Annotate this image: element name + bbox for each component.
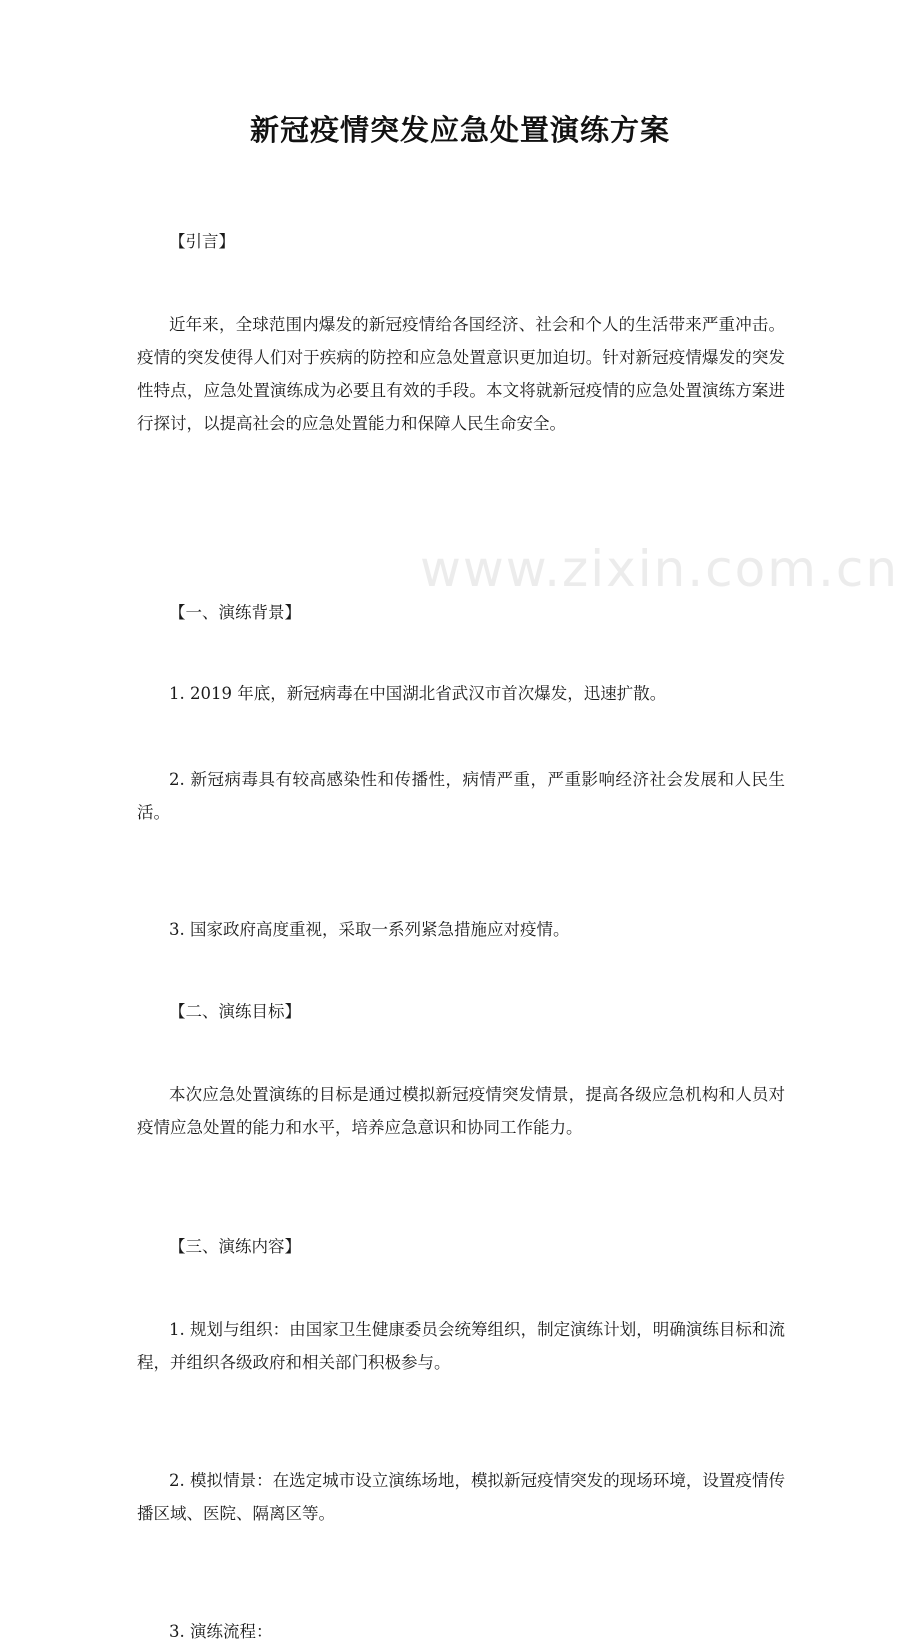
watermark: www.zixin.com.cn: [420, 540, 900, 598]
list-item-background-1: 1. 2019 年底，新冠病毒在中国湖北省武汉市首次爆发，迅速扩散。: [169, 684, 667, 703]
section-heading-background: 【一、演练背景】: [169, 603, 301, 622]
list-item-content-1: 1. 规划与组织：由国家卫生健康委员会统筹组织，制定演练计划，明确演练目标和流程，并组织各级政府和相关部门积极参与。: [137, 1320, 785, 1372]
section-heading-content: 【三、演练内容】: [169, 1237, 301, 1256]
paragraph-intro: 近年来，全球范围内爆发的新冠疫情给各国经济、社会和个人的生活带来严重冲击。疫情的突发使得人们对于疾病的防控和应急处置意识更加迫切。针对新冠疫情爆发的突发性特点，应急处置演练成为必要且有效的手段。本文将就新冠疫情的应急处置演练方案进行探讨，以提高社会的应急处置能力和保障人民生命安全。: [137, 315, 785, 433]
section-heading-intro: 【引言】: [169, 232, 235, 251]
document-title: 新冠疫情突发应急处置演练方案: [249, 113, 670, 147]
list-item-background-2: 2. 新冠病毒具有较高感染性和传播性，病情严重，严重影响经济社会发展和人民生活。: [137, 770, 785, 822]
list-item-background-3: 3. 国家政府高度重视，采取一系列紧急措施应对疫情。: [169, 920, 570, 939]
list-item-content-3: 3. 演练流程：: [169, 1622, 273, 1641]
section-heading-goal: 【二、演练目标】: [169, 1002, 301, 1021]
list-item-content-2: 2. 模拟情景：在选定城市设立演练场地，模拟新冠疫情突发的现场环境，设置疫情传播区域、医院、隔离区等。: [137, 1471, 785, 1523]
paragraph-goal: 本次应急处置演练的目标是通过模拟新冠疫情突发情景，提高各级应急机构和人员对疫情应急处置的能力和水平，培养应急意识和协同工作能力。: [137, 1085, 785, 1137]
